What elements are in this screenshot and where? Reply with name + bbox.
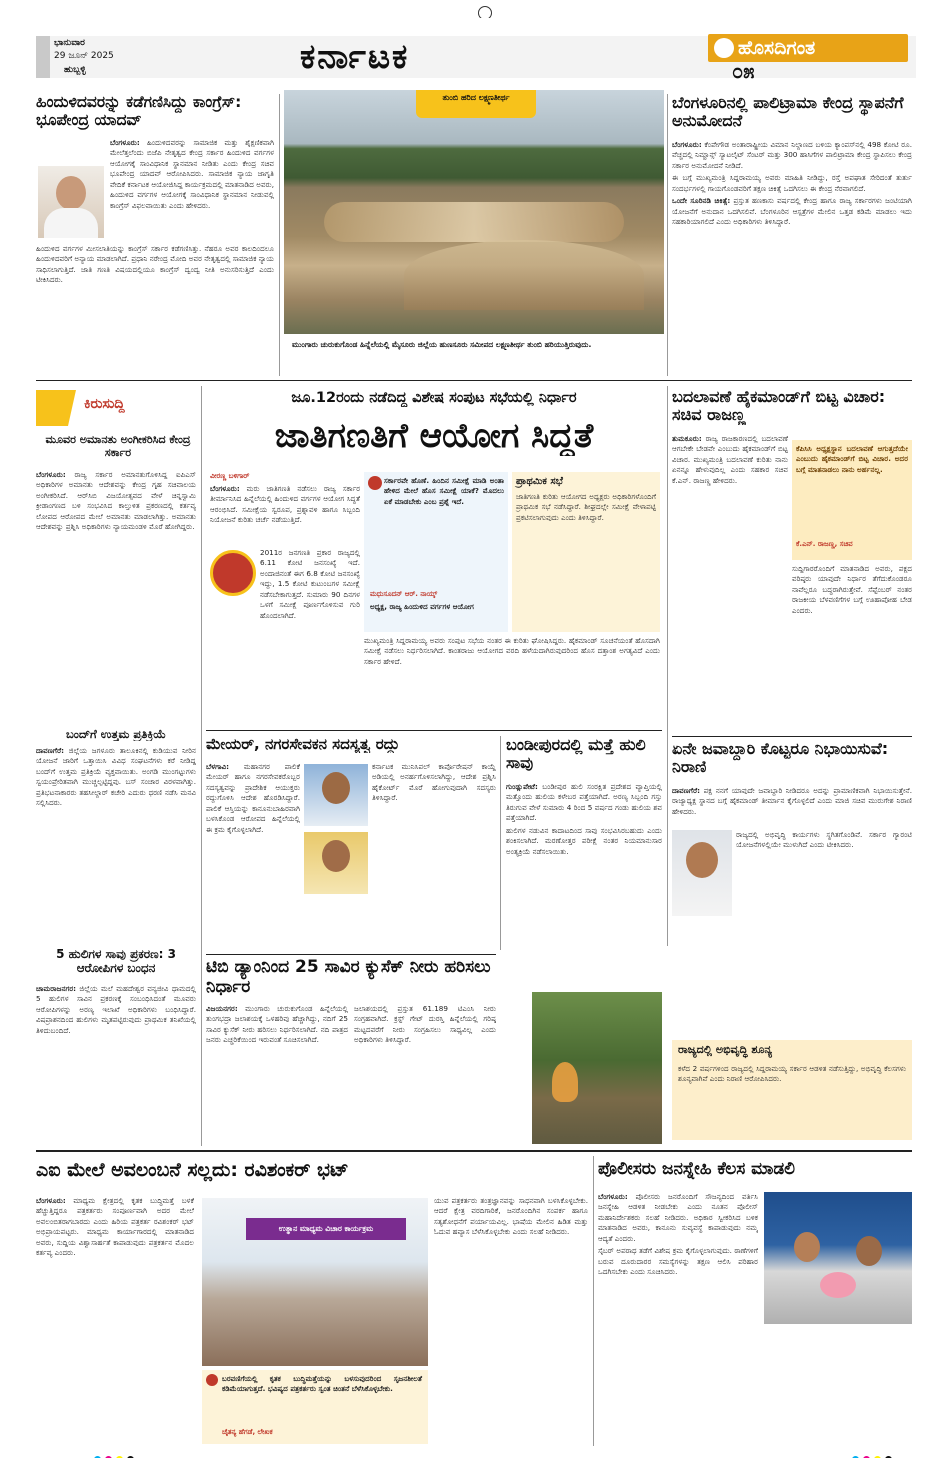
story-body-1: ಬೆಂಗಳೂರು: ಹಿಂದುಳಿದವರನ್ನು ಸಾಮಾಜಿಕ ಮತ್ತು ಶೈಕ್ಷಣಿಕವಾಗಿ ಮೇಲೆತ್ತಲೆಂದು ಬಿಜೆಪಿ ನೇತೃತ್ವದ ಕೇಂದ್ರ ಸರ್ಕಾರ ಹಿಂದುಳಿದ ವರ್ಗಗಳ ಆಯೋಗಕ್ಕೆ ಸಾಂವಿಧಾನಿಕ ಸ್ಥಾನಮಾನ ನೀಡಿತು ಎಂದು ಕೇಂದ್ರ ಸಚಿವ ಭೂಪೇಂದ್ರ ಯಾದವ್ ಆರೋಪಿಸಿದರು. ಸಾಮಾಜಿಕ ನ್ಯಾಯ ಜಾಗೃತಿ ವೇದಿಕೆ ಕರ್ನಾಟಕ ಆಯೋಜಿಸಿದ್ದ ಕಾರ್ಯಕ್ರಮದಲ್ಲಿ ಮಾತನಾಡಿದ ಅವರು, ಹಿಂದುಳಿದ ವರ್ಗಗಳ ಆಯೋಗಕ್ಕೆ ಸಾಂವಿಧಾನಿಕ ಸ್ಥಾನಮಾನ ನೀಡುವಲ್ಲಿ ಕಾಂಗ್ರೆಸ್ ವಿಫಲವಾಯಿತು ಎಂದು ಹೇಳಿದರು. [110, 138, 274, 210]
river-photo [284, 90, 664, 334]
councillor-photo [304, 832, 368, 894]
story-polytrauma [672, 94, 912, 374]
story-headline: ಏನೇ ಜವಾಬ್ದಾರಿ ಕೊಟ್ಟರೂ ನಿಭಾಯಿಸುವೆ: ನಿರಾಣಿ [672, 740, 889, 777]
kirusuddi-column [36, 388, 196, 1144]
color-registration-left [92, 1448, 162, 1458]
lead-body-2: 2011ರ ಜನಗಣತಿ ಪ್ರಕಾರ ರಾಜ್ಯದಲ್ಲಿ 6.11 ಕೋಟಿ ಜನಸಂಖ್ಯೆ ಇದೆ. ಅಂದಾಜಿನಂತೆ ಈಗ 6.8 ಕೋಟಿ ಜನಸಂಖ್ಯೆ ಇದ್ದು, 1.5 ಕೋಟಿ ಕುಟುಂಬಗಳ ಸಮೀಕ್ಷೆ ನಡೆಸಬೇಕಾಗುತ್ತದೆ. ಸುಮಾರು 90 ದಿನಗಳ ಒಳಗೆ ಸಮೀಕ್ಷೆ ಪೂರ್ಣಗೊಳಿಸುವ ಗುರಿ ಹೊಂದಲಾಗಿದೆ. [260, 548, 360, 620]
workshop-photo [202, 1198, 428, 1366]
story-bandipura [506, 736, 662, 1144]
lead-story [206, 388, 662, 726]
story-body-2: ಸುದ್ದಿಗಾರರೊಂದಿಗೆ ಮಾತನಾಡಿದ ಅವರು, ಪಕ್ಷದ ವರಿಷ್ಠರು ಯಾವುದೇ ನಿರ್ಧಾರ ತೆಗೆದುಕೊಂಡರೂ ನಾವೆಲ್ಲರೂ ಬದ್ಧರಾಗಿರುತ್ತೇವೆ. ಸೆಪ್ಟೆಂಬರ್ ನಂತರ ರಾಜಕೀಯ ಬೆಳವಣಿಗೆಗಳ ಬಗ್ಗೆ ಊಹಾಪೋಹ ಬೇಡ ಎಂದರು. [792, 564, 912, 615]
story-tbdam [206, 958, 496, 1144]
story-rajanna [672, 388, 912, 730]
story-headline: ಬದಲಾವಣೆ ಹೈಕಮಾಂಡ್‌ಗೆ ಬಿಟ್ಟ ವಿಚಾರ: ಸಚಿವ ರಾಜಣ್ಣ [672, 388, 886, 425]
divider-mid-1 [206, 730, 662, 731]
mayor-photo [304, 764, 368, 826]
story-body-1: ದಾವಣಗೆರೆ: ಪಕ್ಷ ನನಗೆ ಯಾವುದೇ ಜವಾಬ್ದಾರಿ ನೀಡಿದರೂ ಅದನ್ನು ಪ್ರಾಮಾಣಿಕವಾಗಿ ನಿಭಾಯಿಸುತ್ತೇನೆ. ರಾಜ್ಯಾಧ್ಯಕ್ಷ ಸ್ಥಾನದ ಬಗ್ಗೆ ಹೈಕಮಾಂಡ್ ತೀರ್ಮಾನ ಕೈಗೊಳ್ಳಲಿದೆ ಎಂದು ಮಾಜಿ ಸಚಿವ ಮುರುಗೇಶ ನಿರಾಣಿ ಹೇಳಿದರು. [672, 786, 912, 816]
story-body-2: ಯುವ ಪತ್ರಕರ್ತರು ತಂತ್ರಜ್ಞಾನವನ್ನು ಸಾಧನವಾಗಿ ಬಳಸಿಕೊಳ್ಳಬೇಕು. ಆದರೆ ಕ್ಷೇತ್ರ ವರದಿಗಾರಿಕೆ, ಜನರೊಂದಿಗಿನ ಸಂಪರ್ಕ ಹಾಗೂ ಸತ್ಯಶೋಧನೆಗೆ ಪರ್ಯಾಯವಿಲ್ಲ. ಭಾಷೆಯ ಮೇಲಿನ ಹಿಡಿತ ಮತ್ತು ಓದುವ ಹವ್ಯಾಸ ಬೆಳೆಸಿಕೊಳ್ಳಬೇಕು ಎಂದು ಸಲಹೆ ನೀಡಿದರು. [434, 1196, 588, 1237]
story-police [598, 1156, 912, 1446]
col-divider-1 [279, 94, 280, 376]
story-mayor [206, 736, 496, 954]
color-registration-right [850, 1448, 920, 1458]
col-divider-6 [593, 1156, 594, 1446]
workshop-banner: ಉತ್ಥಾನ ಮಾಧ್ಯಮ ವಿಚಾರ ಕಾರ್ಯಕ್ರಮ [246, 1218, 406, 1240]
section-title: ಕರ್ನಾಟಕ [300, 37, 410, 77]
story-body: ಬೆಂಗಳೂರು: ಕೆಂಪೇಗೌಡ ಅಂತಾರಾಷ್ಟ್ರೀಯ ವಿಮಾನ ನಿಲ್ದಾಣದ ಬಳಿಯ ಕ್ಯಾಂಪಸ್‌ನಲ್ಲಿ 498 ಕೋಟಿ ರೂ. ವೆಚ್ಚದಲ್ಲಿ ನಿಮ್ಹಾನ್ಸ್ ಸ್ಯಾಟಲೈಟ್ ಸೆಂಟರ್ ಮತ್ತು 300 ಹಾಸಿಗೆಗಳ ಪಾಲಿಟ್ರಾಮಾ ಕೇಂದ್ರ ಸ್ಥಾಪಿಸಲು ಕೇಂದ್ರ ಸರ್ಕಾರ ಅನುಮೋದನೆ ನೀಡಿದೆ. ಈ ಬಗ್ಗೆ ಮುಖ್ಯಮಂತ್ರಿ ಸಿದ್ದರಾಮಯ್ಯ ಅವರು ಮಾಹಿತಿ ನೀಡಿದ್ದು, ರಸ್ತೆ ಅಪಘಾತ ಸೇರಿದಂತೆ ತುರ್ತು ಸಂದರ್ಭಗಳಲ್ಲಿ ಗಾಯಗೊಂಡವರಿಗೆ ತಕ್ಷಣ ಚಿಕಿತ್ಸೆ ಒದಗಿಸಲು ಈ ಕೇಂದ್ರ ನೆರವಾಗಲಿದೆ. ಒಂದೇ ಸೂರಿನಡಿ ಚಿಕಿತ್ಸೆ: ಪ್ರಸ್ತುತ ಹಣಕಾಸು ವರ್ಷದಲ್ಲಿ ಕೇಂದ್ರ ಹಾಗೂ ರಾಜ್ಯ ಸರ್ಕಾರಗಳು ಜಂಟಿಯಾಗಿ ಯೋಜನೆಗೆ ಅನುದಾನ ಒದಗಿಸಲಿವೆ. ಬೆಂಗಳೂರಿನ ಆಸ್ಪತ್ರೆಗಳ ಮೇಲಿನ ಒತ್ತಡ ಕಡಿಮೆ ಮಾಡಲು ಇದು ಸಹಕಾರಿಯಾಗಲಿದೆ ಎಂದು ಅಧಿಕಾರಿಗಳು ತಿಳಿಸಿದ್ದಾರೆ. [672, 140, 912, 227]
story-body-2: ಕರ್ನಾಟಕ ಮುನಿಸಿಪಲ್ ಕಾರ್ಪೊರೇಷನ್ ಕಾಯ್ದೆ ಅಡಿಯಲ್ಲಿ ಅನರ್ಹಗೊಳಿಸಲಾಗಿದ್ದು, ಆದೇಶ ಪ್ರಶ್ನಿಸಿ ಹೈಕೋರ್ಟ್ ಮೊರೆ ಹೋಗುವುದಾಗಿ ಸದಸ್ಯರು ತಿಳಿಸಿದ್ದಾರೆ. [372, 762, 496, 803]
brand-box [708, 34, 908, 62]
lead-body-3: ಮುಖ್ಯಮಂತ್ರಿ ಸಿದ್ದರಾಮಯ್ಯ ಅವರು ಸಂಪುಟ ಸಭೆಯ ನಂತರ ಈ ಕುರಿತು ಘೋಷಿಸಿದ್ದರು. ಹೈಕಮಾಂಡ್ ಸೂಚನೆಯಂತೆ ಹೊಸದಾಗಿ ಸಮೀಕ್ಷೆ ನಡೆಸಲು ನಿರ್ಧರಿಸಲಾಗಿದೆ. ಕಾಂತರಾಜು ಆಯೋಗದ ವರದಿ ಹಳೆಯದಾಗಿರುವುದರಿಂದ ಹೊಸ ದತ್ತಾಂಶ ಅಗತ್ಯವಿದೆ ಎಂದು ಸರ್ಕಾರ ಹೇಳಿದೆ. [364, 636, 660, 666]
col-divider-2 [667, 94, 668, 376]
dateline: ಬೆಂಗಳೂರು: [110, 138, 140, 147]
story-body-1: ಬೆಳಗಾವಿ: ಮಹಾನಗರ ಪಾಲಿಕೆ ಮೇಯರ್ ಹಾಗೂ ನಗರಸೇವಕರೊಬ್ಬರ ಸದಸ್ಯತ್ವವನ್ನು ಪ್ರಾದೇಶಿಕ ಆಯುಕ್ತರು ರದ್ದುಗೊಳಿಸಿ ಆದೇಶ ಹೊರಡಿಸಿದ್ದಾರೆ. ಪಾಲಿಕೆ ಆಸ್ತಿಯನ್ನು ಕಾನೂನುಬಾಹಿರವಾಗಿ ಬಳಸಿಕೊಂಡ ಆರೋಪದ ಹಿನ್ನೆಲೆಯಲ್ಲಿ ಈ ಕ್ರಮ ಕೈಗೊಳ್ಳಲಾಗಿದೆ. [206, 762, 300, 834]
story-bhupendra [36, 94, 274, 374]
col-divider-5 [500, 736, 501, 950]
lead-byline: ವೀರಣ್ಣ ಬಳಿಗಾರ್ [210, 472, 250, 480]
lead-quote-box: ಸರ್ಕಾರವೇ ಹೊಣೆ. ಹಿಂದಿನ ಸಮೀಕ್ಷೆ ಮಾಡಿ ಅಂತಾ ಹೇಳಿದ ಮೇಲೆ ಹೊಸ ಸಮೀಕ್ಷೆ ಯಾಕೆ? ಮೊದಲು ಏಕೆ ಮಾಡಬೇಕು ಎಂಬ ಪ್ರಶ್ನೆ ಇದೆ. ಮಧುಸೂದನ್ ಆರ್. ನಾಯ್ಕ್ ಅಧ್ಯಕ್ಷ, ರಾಜ್ಯ ಹಿಂದುಳಿದ ವರ್ಗಗಳ ಆಯೋಗ [364, 472, 508, 632]
story-body-1: ಬೆಂಗಳೂರು: ಮಾಧ್ಯಮ ಕ್ಷೇತ್ರದಲ್ಲಿ ಕೃತಕ ಬುದ್ಧಿಮತ್ತೆ ಬಳಕೆ ಹೆಚ್ಚುತ್ತಿದ್ದರೂ ಪತ್ರಕರ್ತರು ಸಂಪೂರ್ಣವಾಗಿ ಅದರ ಮೇಲೆ ಅವಲಂಬಿತರಾಗಬಾರದು ಎಂದು ಹಿರಿಯ ಪತ್ರಕರ್ತ ರವಿಶಂಕರ್ ಭಟ್ ಅಭಿಪ್ರಾಯಪಟ್ಟರು. ಮಾಧ್ಯಮ ಕಾರ್ಯಾಗಾರದಲ್ಲಿ ಮಾತನಾಡಿದ ಅವರು, ಸುದ್ದಿಯ ವಿಶ್ವಾಸಾರ್ಹತೆ ಕಾಪಾಡುವುದು ಪತ್ರಕರ್ತನ ಮೊದಲ ಕರ್ತವ್ಯ ಎಂದರು. [36, 1196, 194, 1258]
item2-body: ದಾವಣಗೆರೆ: ಜಿಲ್ಲೆಯ ಜಗಳೂರು ತಾಲೂಕಿನಲ್ಲಿ ಕುಡಿಯುವ ನೀರಿನ ಯೋಜನೆ ಜಾರಿಗೆ ಒತ್ತಾಯಿಸಿ ವಿವಿಧ ಸಂಘಟನೆಗಳು ಕರೆ ನೀಡಿದ್ದ ಬಂದ್‌ಗೆ ಉತ್ತಮ ಪ್ರತಿಕ್ರಿಯೆ ವ್ಯಕ್ತವಾಯಿತು. ಅಂಗಡಿ ಮುಂಗಟ್ಟುಗಳು ಸ್ವಯಂಪ್ರೇರಿತವಾಗಿ ಮುಚ್ಚಲ್ಪಟ್ಟಿದ್ದವು. ಬಸ್ ಸಂಚಾರ ವಿರಳವಾಗಿತ್ತು. ಪ್ರತಿಭಟನಾಕಾರರು ತಹಸೀಲ್ದಾರ್ ಕಚೇರಿ ಎದುರು ಧರಣಿ ನಡೆಸಿ ಮನವಿ ಸಲ್ಲಿಸಿದರು. [36, 746, 196, 808]
rajanna-callout: ಕೆಪಿಸಿಸಿ ಅಧ್ಯಕ್ಷಸ್ಥಾನ ಬದಲಾವಣೆ ಆಗುತ್ತದೆಯೇ ಎಂಬುದು ಹೈಕಮಾಂಡ್‌ಗೆ ಬಿಟ್ಟ ವಿಚಾರ. ಅದರ ಬಗ್ಗೆ ಮಾತನಾಡಲು ನಾನು ಅರ್ಹನಲ್ಲ. ಕೆ.ಎನ್. ರಾಜಣ್ಣ, ಸಚಿವ [792, 440, 912, 560]
page-number: ೦೫ [732, 60, 755, 82]
masthead [0, 0, 945, 92]
dateline: ಬೆಂಗಳೂರು: [672, 140, 702, 149]
story-ai [36, 1156, 588, 1446]
col-divider-4 [667, 386, 668, 946]
story-body-2: ಹಿಂದುಳಿದ ವರ್ಗಗಳ ಮೀಸಲಾತಿಯನ್ನು ಕಾಂಗ್ರೆಸ್ ಸರ್ಕಾರ ಕಡೆಗಣಿಸಿತ್ತು. ನೆಹರೂ ಅವರ ಕಾಲದಿಂದಲೂ ಹಿಂದುಳಿದವರಿಗೆ ಅನ್ಯಾಯ ಮಾಡಲಾಗಿದೆ. ಪ್ರಧಾನಿ ನರೇಂದ್ರ ಮೋದಿ ಅವರ ನೇತೃತ್ವದಲ್ಲಿ ಸಾಮಾಜಿಕ ನ್ಯಾಯ ಸಾಧಿಸಲಾಗುತ್ತಿದೆ. ಜಾತಿ ಗಣತಿ ವಿಷಯದಲ್ಲಿಯೂ ಕಾಂಗ್ರೆಸ್ ದ್ವಂದ್ವ ನೀತಿ ಅನುಸರಿಸುತ್ತಿದೆ ಎಂದು ಟೀಕಿಸಿದರು. [36, 244, 274, 285]
tiger-cremation-photo [532, 992, 662, 1144]
nirani-photo [672, 830, 732, 916]
story-headline: ಎಐ ಮೇಲೆ ಅವಲಂಬನೆ ಸಲ್ಲದು: ರವಿಶಂಕರ್ ಭಟ್ [36, 1160, 349, 1181]
lead-fact-box: ಪ್ರಾಥಮಿಕ ಸಭೆ ಜಾತಿಗಣತಿ ಕುರಿತು ಆಯೋಗದ ಅಧ್ಯಕ್ಷರು ಅಧಿಕಾರಿಗಳೊಂದಿಗೆ ಪ್ರಾಥಮಿಕ ಸಭೆ ನಡೆಸಿದ್ದಾರೆ. ಶೀಘ್ರದಲ್ಲೇ ಸಮೀಕ್ಷೆ ವೇಳಾಪಟ್ಟಿ ಪ್ರಕಟಿಸಲಾಗುವುದು ಎಂದು ತಿಳಿಸಿದ್ದಾರೆ. [512, 472, 660, 632]
col-divider-3 [201, 386, 202, 1146]
divider-top [36, 380, 912, 381]
story-body-2: ರಾಜ್ಯದಲ್ಲಿ ಅಭಿವೃದ್ಧಿ ಕಾರ್ಯಗಳು ಸ್ಥಗಿತಗೊಂಡಿವೆ. ಸರ್ಕಾರ ಗ್ಯಾರಂಟಿ ಯೋಜನೆಗಳಲ್ಲಿಯೇ ಮುಳುಗಿದೆ ಎಂದು ಟೀಕಿಸಿದರು. [736, 830, 912, 850]
divider-mid-2 [672, 736, 912, 737]
ai-quote-box: ಬರವಣಿಗೆಯಲ್ಲಿ ಕೃತಕ ಬುದ್ಧಿಮತ್ತೆಯನ್ನು ಬಳಸುವುದರಿಂದ ಸೃಜನಶೀಲತೆ ಕಡಿಮೆಯಾಗುತ್ತದೆ. ಭವಿಷ್ಯದ ಪತ್ರಕರ್ತರು ಸ್ವಂತ ಚಿಂತನೆ ಬೆಳೆಸಿಕೊಳ್ಳಬೇಕು. ಚೈತನ್ಯ ಹೆಗಡೆ, ಲೇಖಕ [202, 1370, 428, 1444]
item2-headline: ಬಂದ್‌ಗೆ ಉತ್ತಮ ಪ್ರತಿಕ್ರಿಯೆ [66, 728, 166, 741]
registration-marks [460, 6, 510, 18]
subhead: ಒಂದೇ ಸೂರಿನಡಿ ಚಿಕಿತ್ಸೆ: [672, 196, 731, 206]
flood-photo-block [284, 90, 664, 374]
item1-body: ಬೆಂಗಳೂರು: ರಾಜ್ಯ ಸರ್ಕಾರ ಅಮಾನತುಗೊಳಿಸಿದ್ದ ಐಪಿಎಸ್ ಅಧಿಕಾರಿಗಳ ಅಮಾನತು ಆದೇಶವನ್ನು ಕೇಂದ್ರ ಗೃಹ ಸಚಿವಾಲಯ ಅಂಗೀಕರಿಸಿದೆ. ಆರ್‌ಸಿಬಿ ವಿಜಯೋತ್ಸವದ ವೇಳೆ ಚಿನ್ನಸ್ವಾಮಿ ಕ್ರೀಡಾಂಗಣದ ಬಳಿ ಸಂಭವಿಸಿದ ಕಾಲ್ತುಳಿತ ಪ್ರಕರಣದಲ್ಲಿ ಕರ್ತವ್ಯ ಲೋಪದ ಆರೋಪದ ಮೇಲೆ ಅಮಾನತು ಮಾಡಲಾಗಿತ್ತು. ಅಮಾನತು ಆದೇಶವನ್ನು ಪ್ರಶ್ನಿಸಿ ಅಧಿಕಾರಿಗಳು ನ್ಯಾಯಮಂಡಳಿ ಮೊರೆ ಹೋಗಿದ್ದರು. [36, 470, 196, 532]
header-city: ಹುಬ್ಬಳ್ಳಿ [64, 65, 86, 75]
story-body-2: ಜಲಾಶಯದಲ್ಲಿ ಪ್ರಸ್ತುತ 61.189 ಟಿಎಂಸಿ ನೀರು ಸಂಗ್ರಹವಾಗಿದೆ. ಕ್ರಸ್ಟ್ ಗೇಟ್ ದುರಸ್ತಿ ಹಿನ್ನೆಲೆಯಲ್ಲಿ ಗರಿಷ್ಠ ಮಟ್ಟದವರೆಗೆ ನೀರು ಸಂಗ್ರಹಿಸಲು ಸಾಧ್ಯವಿಲ್ಲ ಎಂದು ಅಧಿಕಾರಿಗಳು ತಿಳಿಸಿದ್ದಾರೆ. [354, 1004, 496, 1045]
quote-mark-icon [206, 1374, 218, 1386]
story-headline: ಪೊಲೀಸರು ಜನಸ್ನೇಹಿ ಕೆಲಸ ಮಾಡಲಿ [598, 1160, 796, 1179]
masthead-left-notch [36, 36, 50, 78]
story-headline: ಟಿಬಿ ಡ್ಯಾಂನಿಂದ 25 ಸಾವಿರ ಕ್ಯುಸೆಕ್ ನೀರು ಹರಿಸಲು ನಿರ್ಧಾರ [206, 958, 491, 997]
story-headline: ಬಂಡೀಪುರದಲ್ಲಿ ಮತ್ತೆ ಹುಲಿ ಸಾವು [506, 736, 646, 773]
item3-body: ಚಾಮರಾಜನಗರ: ಜಿಲ್ಲೆಯ ಮಲೆ ಮಹದೇಶ್ವರ ವನ್ಯಜೀವಿ ಧಾಮದಲ್ಲಿ 5 ಹುಲಿಗಳ ಸಾವಿನ ಪ್ರಕರಣಕ್ಕೆ ಸಂಬಂಧಿಸಿದಂತೆ ಮೂವರು ಆರೋಪಿಗಳನ್ನು ಅರಣ್ಯ ಇಲಾಖೆ ಅಧಿಕಾರಿಗಳು ಬಂಧಿಸಿದ್ದಾರೆ. ವಿಷಪ್ರಾಶನದಿಂದ ಹುಲಿಗಳು ಮೃತಪಟ್ಟಿರುವುದು ಪ್ರಾಥಮಿಕ ತನಿಖೆಯಲ್ಲಿ ತಿಳಿದುಬಂದಿದೆ. [36, 984, 196, 1035]
divider-mid-3 [206, 954, 496, 955]
lead-kicker: ಜೂ.12ರಂದು ನಡೆದಿದ್ದ ವಿಶೇಷ ಸಂಪುಟ ಸಭೆಯಲ್ಲಿ ನಿರ್ಧಾರ [291, 390, 577, 406]
header-date: 29 ಜೂನ್ 2025 [54, 51, 114, 61]
story-nirani [672, 740, 912, 1040]
story-headline: ಹಿಂದುಳಿದವರನ್ನು ಕಡೆಗಣಿಸಿದ್ದು ಕಾಂಗ್ರೆಸ್: ಭೂಪೇಂದ್ರ ಯಾದವ್ [36, 94, 242, 129]
story-headline: ಬೆಂಗಳೂರಿನಲ್ಲಿ ಪಾಲಿಟ್ರಾಮಾ ಕೇಂದ್ರ ಸ್ಥಾಪನೆಗೆ ಅನುಮೋದನೆ [672, 94, 904, 131]
lead-body-1: ಬೆಂಗಳೂರು: ಮರು ಜಾತಿಗಣತಿ ನಡೆಸಲು ರಾಜ್ಯ ಸರ್ಕಾರ ತೀರ್ಮಾನಿಸಿದ ಹಿನ್ನೆಲೆಯಲ್ಲಿ ಹಿಂದುಳಿದ ವರ್ಗಗಳ ಆಯೋಗ ಸಿದ್ಧತೆ ಆರಂಭಿಸಿದೆ. ಸಮೀಕ್ಷೆಯ ಸ್ವರೂಪ, ಪ್ರಶ್ನಾವಳಿ ಹಾಗೂ ಸಿಬ್ಬಂದಿ ನಿಯೋಜನೆ ಕುರಿತು ಚರ್ಚೆ ನಡೆಯುತ್ತಿದೆ. [210, 484, 360, 525]
header-day: ಭಾನುವಾರ [54, 38, 85, 48]
quote-mark-icon [368, 476, 382, 490]
item1-headline: ಮೂವರ ಅಮಾನತು ಅಂಗೀಕರಿಸಿದ ಕೇಂದ್ರ ಸರ್ಕಾರ [45, 434, 191, 459]
story-headline: ಮೇಯರ್, ನಗರಸೇವಕನ ಸದಸ್ಯತ್ವ ರದ್ದು [206, 736, 400, 753]
story-body: ಗುಂಡ್ಲುಪೇಟೆ: ಬಂಡೀಪುರ ಹುಲಿ ಸಂರಕ್ಷಿತ ಪ್ರದೇಶದ ವ್ಯಾಪ್ತಿಯಲ್ಲಿ ಮತ್ತೊಂದು ಹುಲಿಯ ಕಳೇಬರ ಪತ್ತೆಯಾಗಿದೆ. ಅರಣ್ಯ ಸಿಬ್ಬಂದಿ ಗಸ್ತು ತಿರುಗುವ ವೇಳೆ ಸುಮಾರು 4 ರಿಂದ 5 ವರ್ಷದ ಗಂಡು ಹುಲಿಯ ಶವ ಪತ್ತೆಯಾಗಿದೆ. ಹುಲಿಗಳ ನಡುವಿನ ಕಾದಾಟದಿಂದ ಸಾವು ಸಂಭವಿಸಿರಬಹುದು ಎಂದು ಶಂಕಿಸಲಾಗಿದೆ. ಮರಣೋತ್ತರ ಪರೀಕ್ಷೆ ನಂತರ ನಿಯಮಾನುಸಾರ ಅಂತ್ಯಕ್ರಿಯೆ ನಡೆಸಲಾಯಿತು. [506, 782, 662, 856]
brand-emblem-icon [714, 38, 734, 58]
brand-name: ಹೊಸದಿಗಂತ [738, 37, 816, 59]
dg-felicitation-photo [764, 1192, 912, 1324]
lead-headline: ಜಾತಿಗಣತಿಗೆ ಆಯೋಗ ಸಿದ್ಧತೆ [274, 416, 594, 456]
vishesha-seal [210, 550, 256, 596]
photo-badge: ತುಂಬಿ ಹರಿದ ಲಕ್ಷ್ಮಣತೀರ್ಥ [416, 90, 536, 118]
item3-headline: 5 ಹುಲಿಗಳ ಸಾವು ಪ್ರಕರಣ: 3 ಆರೋಪಿಗಳ ಬಂಧನ [56, 948, 176, 975]
nirani-box: ರಾಜ್ಯದಲ್ಲಿ ಅಭಿವೃದ್ಧಿ ಶೂನ್ಯ ಕಳೆದ 2 ವರ್ಷಗಳಿಂದ ರಾಜ್ಯದಲ್ಲಿ ಸಿದ್ದರಾಮಯ್ಯ ಸರ್ಕಾರ ಆಡಳಿತ ನಡೆಸುತ್ತಿದ್ದು, ಅಭಿವೃದ್ಧಿ ಕೆಲಸಗಳು ಶೂನ್ಯವಾಗಿವೆ ಎಂದು ನಿರಾಣಿ ಆರೋಪಿಸಿದರು. [672, 1040, 912, 1140]
story-body-1: ವಿಜಯನಗರ: ಮುಂಗಾರು ಚುರುಕುಗೊಂಡ ಹಿನ್ನೆಲೆಯಲ್ಲಿ ತುಂಗಭದ್ರಾ ಜಲಾಶಯಕ್ಕೆ ಒಳಹರಿವು ಹೆಚ್ಚಾಗಿದ್ದು, ನದಿಗೆ 25 ಸಾವಿರ ಕ್ಯುಸೆಕ್ ನೀರು ಹರಿಸಲು ನಿರ್ಧರಿಸಲಾಗಿದೆ. ನದಿ ಪಾತ್ರದ ಜನರು ಎಚ್ಚರಿಕೆಯಿಂದ ಇರುವಂತೆ ಸೂಚಿಸಲಾಗಿದೆ. [206, 1004, 348, 1045]
photo-caption: ಮುಂಗಾರು ಚುರುಕುಗೊಂಡ ಹಿನ್ನೆಲೆಯಲ್ಲಿ ಮೈಸೂರು ಜಿಲ್ಲೆಯ ಹುಣಸೂರು ಸಮೀಪದ ಲಕ್ಷ್ಮಣತೀರ್ಥ ತುಂಬಿ ಹರಿಯುತ್ತಿರುವುದು. [292, 340, 592, 349]
story-body-1: ತುಮಕೂರು: ರಾಜ್ಯ ರಾಜಕಾರಣದಲ್ಲಿ ಬದಲಾವಣೆ ಆಗಬೇಕೇ ಬೇಡವೇ ಎಂಬುದು ಹೈಕಮಾಂಡ್‌ಗೆ ಬಿಟ್ಟ ವಿಚಾರ. ಮುಖ್ಯಮಂತ್ರಿ ಬದಲಾವಣೆ ಕುರಿತು ನಾನು ಏನನ್ನೂ ಹೇಳುವುದಿಲ್ಲ ಎಂದು ಸಹಕಾರ ಸಚಿವ ಕೆ.ಎನ್. ರಾಜಣ್ಣ ಹೇಳಿದರು. [672, 434, 788, 485]
kirusuddi-logo: ಕಿರುಸುದ್ದಿ [36, 388, 196, 428]
divider-bottom [36, 1150, 912, 1152]
bhupendra-photo [38, 166, 104, 238]
kirusuddi-hand-icon [36, 390, 76, 426]
story-body-1: ಬೆಂಗಳೂರು: ಪೊಲೀಸರು ಜನರೊಂದಿಗೆ ಸೌಜನ್ಯದಿಂದ ವರ್ತಿಸಿ ಜನಸ್ನೇಹಿ ಆಡಳಿತ ನೀಡಬೇಕು ಎಂದು ನೂತನ ಪೊಲೀಸ್ ಮಹಾನಿರ್ದೇಶಕರು ಸಲಹೆ ನೀಡಿದರು. ಅಧಿಕಾರ ಸ್ವೀಕರಿಸಿದ ಬಳಿಕ ಮಾತನಾಡಿದ ಅವರು, ಕಾನೂನು ಸುವ್ಯವಸ್ಥೆ ಕಾಪಾಡುವುದು ನಮ್ಮ ಆದ್ಯತೆ ಎಂದರು. ಸೈಬರ್ ಅಪರಾಧ ತಡೆಗೆ ವಿಶೇಷ ಕ್ರಮ ಕೈಗೊಳ್ಳಲಾಗುವುದು. ಠಾಣೆಗಳಿಗೆ ಬರುವ ದೂರುದಾರರ ಸಮಸ್ಯೆಗಳನ್ನು ತಕ್ಷಣ ಆಲಿಸಿ ಪರಿಹಾರ ಒದಗಿಸಬೇಕು ಎಂದು ಸೂಚಿಸಿದರು. [598, 1192, 758, 1277]
